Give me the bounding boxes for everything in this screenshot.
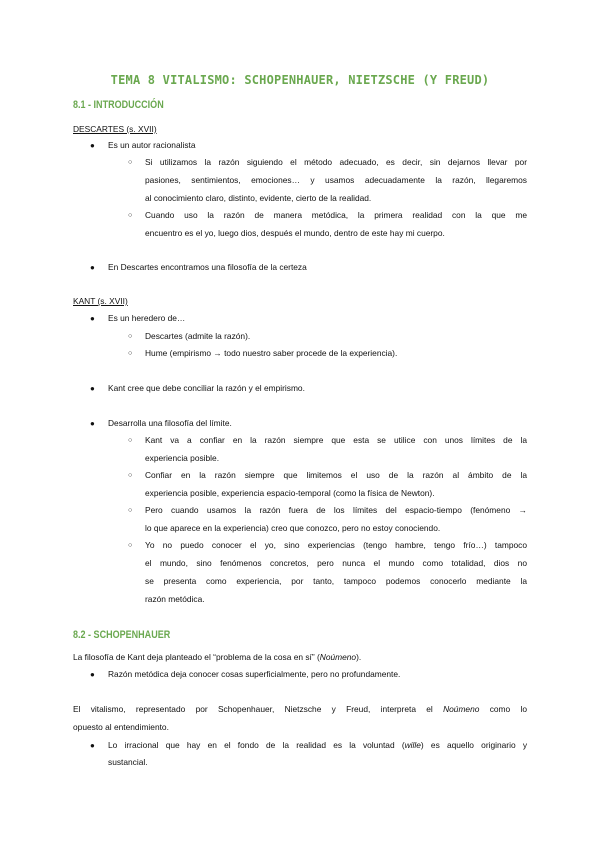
- circle-bullet-icon: ○: [128, 472, 133, 479]
- list-item: Pero cuando usamos la razón fuera de los límites del espacio-tiempo (fenómeno →: [145, 505, 527, 515]
- list-item: Desarrolla una filosofía del límite.: [108, 418, 232, 428]
- paragraph: La filosofía de Kant deja planteado el “problema de la cosa en sí” (Noúmeno).: [73, 652, 362, 662]
- list-item: En Descartes encontramos una filosofía de la certeza: [108, 262, 307, 272]
- circle-bullet-icon: ○: [128, 159, 133, 166]
- circle-bullet-icon: ○: [128, 333, 133, 340]
- circle-bullet-icon: ○: [128, 350, 133, 357]
- section-heading-schopenhauer: 8.2 - SCHOPENHAUER: [73, 629, 171, 641]
- circle-bullet-icon: ○: [128, 507, 133, 514]
- list-item: Descartes (admite la razón).: [145, 331, 251, 341]
- bullet-icon: ●: [90, 670, 95, 679]
- list-item: Razón metódica deja conocer cosas superficialmente, pero no profundamente.: [108, 669, 401, 679]
- list-item: Yo no puedo conocer el yo, sino experiencias (tengo hambre, tengo frío…) tampoco: [145, 540, 527, 550]
- paragraph-cont: opuesto al entendimiento.: [73, 722, 169, 732]
- bullet-icon: ●: [90, 141, 95, 150]
- list-item: Cuando uso la razón de manera metódica, la primera realidad con la que me: [145, 210, 527, 220]
- list-item-cont: sustancial.: [108, 757, 148, 767]
- list-item-cont: se presenta como experiencia, por tanto, tampoco podemos conocerlo mediante la: [145, 576, 527, 586]
- list-item: Lo irracional que hay en el fondo de la realidad es la voluntad (wille) es aquello originario y: [108, 740, 528, 750]
- kant-label: KANT (s. XVII): [73, 296, 128, 306]
- document-title: TEMA 8 VITALISMO: SCHOPENHAUER, NIETZSCHE (Y FREUD): [110, 73, 490, 87]
- list-item-cont: experiencia posible, experiencia espacio-temporal (como la física de Newton).: [145, 488, 435, 498]
- list-item: Es un heredero de…: [108, 313, 186, 323]
- list-item-cont: al conocimiento claro, distinto, evidente, cierto de la realidad.: [145, 193, 372, 203]
- circle-bullet-icon: ○: [128, 212, 133, 219]
- list-item-cont: lo que aparece en la experiencia) creo que conozco, pero no estoy conociendo.: [145, 523, 441, 533]
- bullet-icon: ●: [90, 419, 95, 428]
- bullet-icon: ●: [90, 314, 95, 323]
- bullet-icon: ●: [90, 263, 95, 272]
- bullet-icon: ●: [90, 384, 95, 393]
- list-item: Kant cree que debe conciliar la razón y el empirismo.: [108, 383, 305, 393]
- circle-bullet-icon: ○: [128, 437, 133, 444]
- list-item-cont: pasiones, sentimientos, emociones… y usamos adecuadamente la razón, llegaremos: [145, 175, 527, 185]
- list-item: Confiar en la razón siempre que limitemos el uso de la razón al ámbito de la: [145, 470, 527, 480]
- list-item-cont: el mundo, sino fenómenos concretos, pero nunca el mundo como totalidad, dios no: [145, 558, 527, 568]
- section-heading-introduccion: 8.1 - INTRODUCCIÓN: [73, 99, 164, 111]
- list-item-cont: razón metódica.: [145, 594, 205, 604]
- list-item: Hume (empirismo → todo nuestro saber procede de la experiencia).: [145, 348, 398, 358]
- circle-bullet-icon: ○: [128, 542, 133, 549]
- list-item-cont: encuentro es el yo, luego dios, después el mundo, dentro de este hay mi cuerpo.: [145, 228, 445, 238]
- list-item: Kant va a confiar en la razón siempre que esta se utilice con unos límites de la: [145, 435, 527, 445]
- paragraph: El vitalismo, representado por Schopenhauer, Nietzsche y Freud, interpreta el Noúmeno como lo: [73, 704, 527, 714]
- list-item: Si utilizamos la razón siguiendo el método adecuado, es decir, sin dejarnos llevar por: [145, 157, 527, 167]
- list-item: Es un autor racionalista: [108, 140, 196, 150]
- list-item-cont: experiencia posible.: [145, 453, 220, 463]
- descartes-label: DESCARTES (s. XVII): [73, 124, 157, 134]
- bullet-icon: ●: [90, 741, 95, 750]
